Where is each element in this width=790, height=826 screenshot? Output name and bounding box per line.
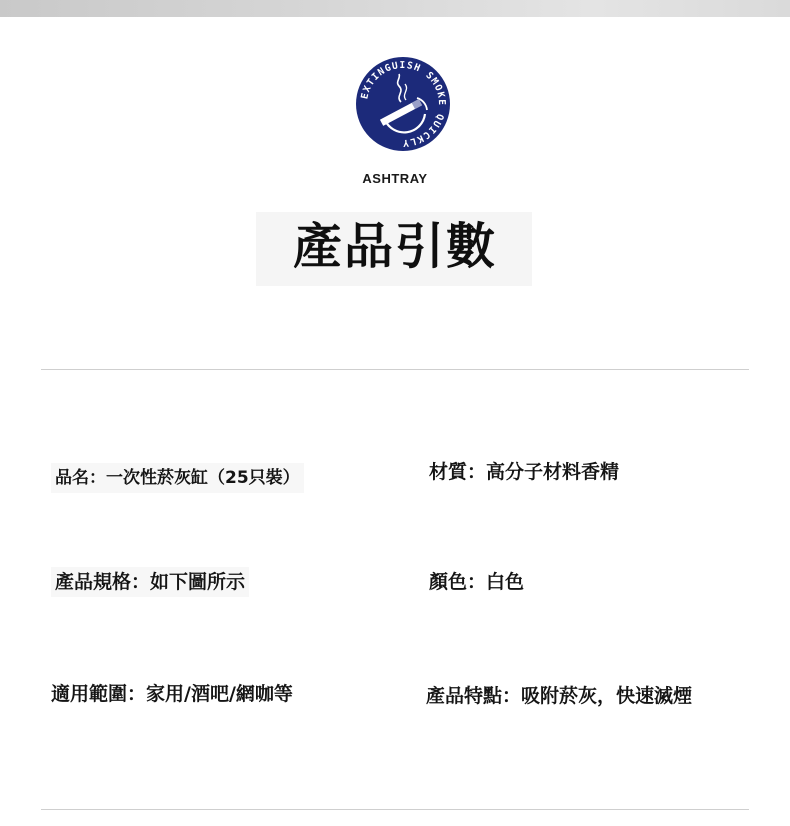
divider-bottom xyxy=(41,809,749,810)
logo-ring-text: EXTINGUISH SMOKE QUICKLY xyxy=(359,59,448,149)
spec-material: 材質：高分子材料香精 xyxy=(429,461,620,483)
top-shadow-band xyxy=(0,0,790,17)
page-title: 產品引數 xyxy=(292,218,497,275)
spec-size: 產品規格：如下圖所示 xyxy=(51,567,249,597)
divider-top xyxy=(41,369,749,370)
spec-usage: 適用範圍：家用/酒吧/網咖等 xyxy=(51,683,293,705)
brand-name: ASHTRAY xyxy=(362,171,428,186)
spec-product-name: 品名：一次性菸灰缸（25只裝） xyxy=(51,463,304,493)
ashtray-logo xyxy=(355,56,451,152)
spec-feature: 產品特點：吸附菸灰，快速滅煙 xyxy=(426,685,693,707)
spec-color: 顏色：白色 xyxy=(429,571,525,593)
